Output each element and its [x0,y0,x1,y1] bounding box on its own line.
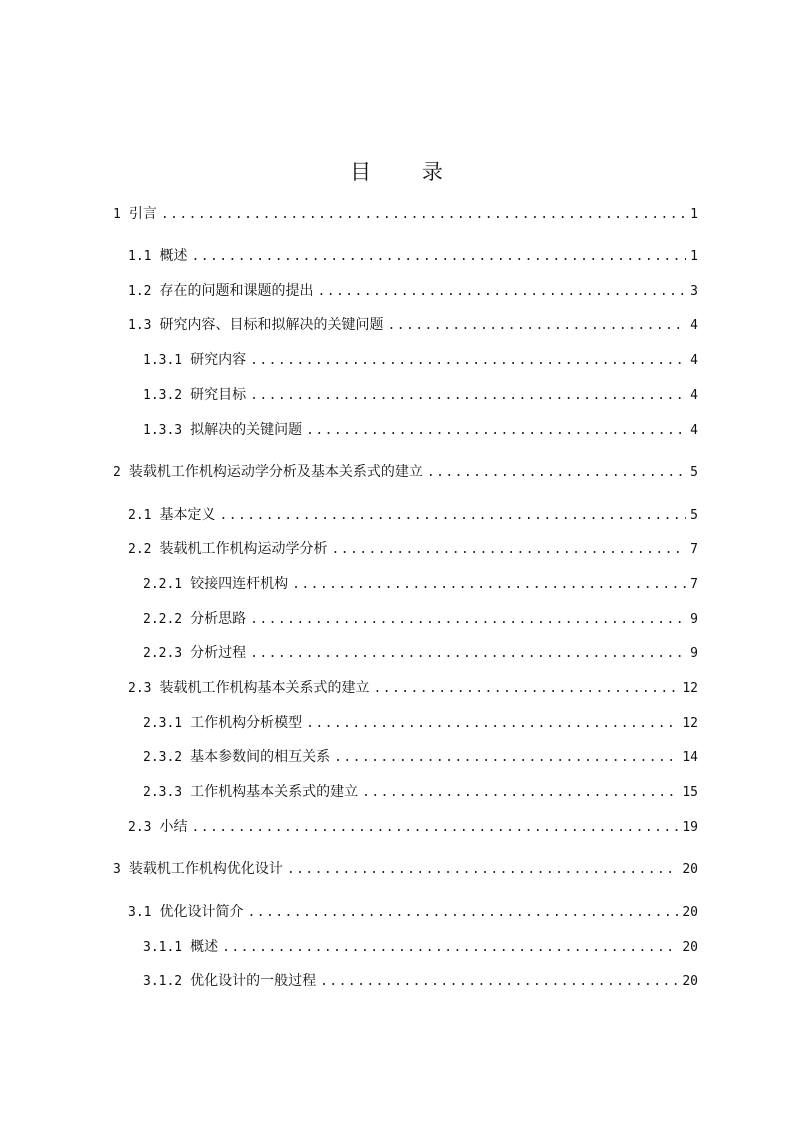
toc-entry-page: 12 [682,681,698,696]
toc-entry-title: 小结 [159,819,188,835]
toc-entry-number: 1.1 [128,249,152,264]
toc-entry-page: 20 [682,974,698,989]
toc-entry[interactable] [128,281,698,301]
toc-entry-title: 装载机工作机构基本关系式的建立 [159,680,370,696]
toc-entry-page: 4 [690,388,698,403]
toc-entry-page: 20 [682,862,698,877]
toc-entry-number: 1 [113,207,121,222]
toc-entry[interactable] [143,574,698,594]
toc-dot-leader [247,903,678,923]
toc-entry-title: 概述 [159,248,188,264]
toc-dot-leader [387,316,686,336]
toc-entry[interactable] [143,747,698,767]
toc-entry-page: 15 [682,785,698,800]
toc-entry-title: 概述 [190,939,219,955]
toc-dot-leader [219,506,686,526]
toc-entry-number: 3.1 [128,905,152,920]
toc-entry-page: 4 [690,318,698,333]
toc-entry-number: 2.3.2 [143,750,183,765]
toc-entry-page: 20 [682,905,698,920]
toc-dot-leader [287,860,679,880]
toc-entry-number: 2.2.2 [143,612,183,627]
toc-entry-number: 3.1.1 [143,940,183,955]
toc-entry-page: 1 [690,207,698,222]
toc-entry-page: 14 [682,750,698,765]
toc-entry[interactable] [143,782,698,802]
toc-entry[interactable] [128,817,698,837]
toc-dot-leader [222,938,678,958]
toc-entry-page: 7 [690,577,698,592]
toc-entry-number: 2.3 [128,681,152,696]
toc-entry-number: 3 [113,862,121,877]
toc-dot-leader [250,644,686,664]
toc-entry-number: 2.3.3 [143,785,183,800]
toc-entry-number: 2.1 [128,508,152,523]
toc-entry-page: 4 [690,353,698,368]
toc-dot-leader [334,748,678,768]
toc-dot-leader [292,575,686,595]
toc-entry-number: 3.1.2 [143,974,183,989]
toc-entry[interactable] [128,539,698,559]
toc-entry-page: 1 [690,249,698,264]
toc-entry-number: 2.3.1 [143,716,183,731]
toc-entry[interactable] [128,902,698,922]
toc-entry-number: 1.3.3 [143,423,183,438]
toc-entry[interactable] [143,420,698,440]
toc-entry[interactable] [113,462,698,482]
toc-entry-title: 引言 [128,206,157,222]
toc-entry-page: 4 [690,423,698,438]
toc-entry-number: 2.2.3 [143,646,183,661]
toc-dot-leader [317,282,686,302]
toc-entry[interactable] [143,937,698,957]
toc-entry-number: 1.2 [128,284,152,299]
toc-entry-title: 研究内容 [190,352,247,368]
toc-entry[interactable] [113,204,698,224]
toc-entry-page: 5 [690,465,698,480]
toc-entry-title: 工作机构分析模型 [190,715,303,731]
toc-entry[interactable] [143,643,698,663]
toc-dot-leader [250,610,686,630]
toc-dot-leader [306,421,686,441]
toc-dot-leader [427,463,686,483]
toc-entry-page: 12 [682,716,698,731]
toc-dot-leader [331,540,686,560]
toc-dot-leader [250,386,686,406]
toc-entry[interactable] [128,315,698,335]
toc-entry-title: 工作机构基本关系式的建立 [190,784,359,800]
toc-entry-title: 研究目标 [190,387,247,403]
toc-entry[interactable] [143,350,698,370]
toc-entry-number: 1.3.1 [143,353,183,368]
toc-entry-title: 分析思路 [190,611,247,627]
toc-dot-leader [250,351,686,371]
toc-entry-number: 2.2.1 [143,577,183,592]
toc-entry-number: 1.3 [128,318,152,333]
toc-entry-number: 2 [113,465,121,480]
toc-entry-title: 分析过程 [190,645,247,661]
toc-dot-leader [191,818,678,838]
toc-entry-page: 5 [690,508,698,523]
toc-entry[interactable] [143,971,698,991]
toc-entry[interactable] [128,678,698,698]
toc-entry-page: 3 [690,284,698,299]
toc-entry-number: 2.2 [128,542,152,557]
toc-entry-page: 7 [690,542,698,557]
toc-entry-page: 19 [682,820,698,835]
toc-entry-title: 基本参数间的相互关系 [190,749,331,765]
toc-entry-number: 1.3.2 [143,388,183,403]
toc-entry[interactable] [128,246,698,266]
toc-entry-title: 装载机工作机构运动学分析及基本关系式的建立 [128,464,423,480]
toc-title: 目 录 [350,160,465,184]
toc-dot-leader [373,679,678,699]
toc-entry[interactable] [128,505,698,525]
toc-entry[interactable] [143,713,698,733]
toc-entry-number: 2.3 [128,820,152,835]
toc-dot-leader [191,247,686,267]
toc-entry-page: 9 [690,646,698,661]
toc-entry-title: 优化设计简介 [159,904,244,920]
toc-entry-title: 装载机工作机构运动学分析 [159,541,328,557]
toc-entry[interactable] [143,385,698,405]
toc-entry[interactable] [113,859,698,879]
toc-entry-page: 9 [690,612,698,627]
toc-entry-title: 装载机工作机构优化设计 [128,861,283,877]
toc-entry-page: 20 [682,940,698,955]
toc-dot-leader [306,714,678,734]
toc-dot-leader [161,205,686,225]
toc-entry-title: 基本定义 [159,507,216,523]
toc-entry-title: 研究内容、目标和拟解决的关键问题 [159,317,384,333]
toc-entry-title: 存在的问题和课题的提出 [159,283,314,299]
toc-entry[interactable] [143,609,698,629]
toc-entry-title: 铰接四连杆机构 [190,576,289,592]
toc-entry-title: 拟解决的关键问题 [190,422,303,438]
toc-dot-leader [320,972,678,992]
toc-dot-leader [362,783,678,803]
toc-entry-title: 优化设计的一般过程 [190,973,317,989]
